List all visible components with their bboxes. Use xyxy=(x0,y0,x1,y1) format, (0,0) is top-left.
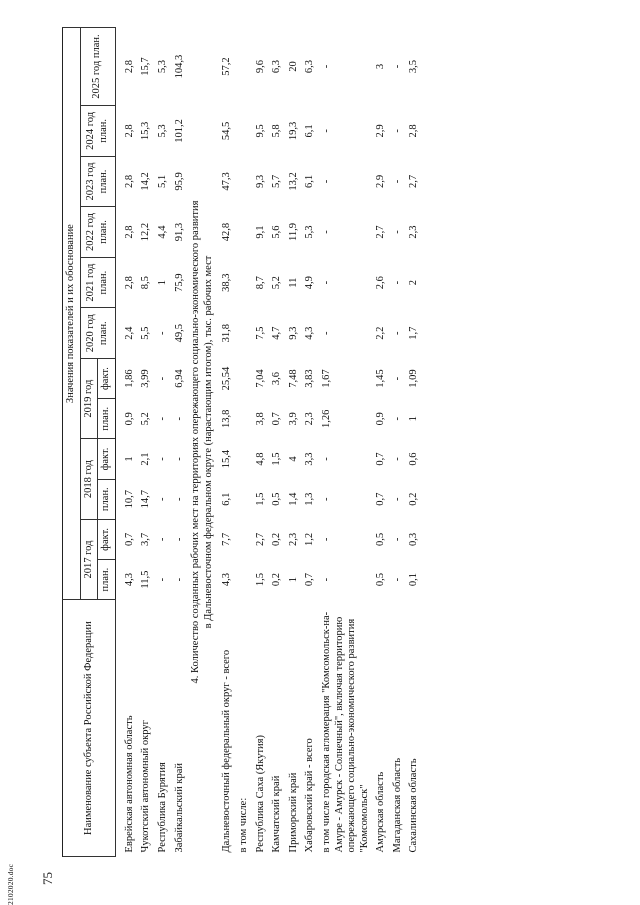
section-title-line2: в Дальневосточном федеральном округе (нарастающим итогом), тыс. рабочих мест xyxy=(202,255,214,629)
row-value-cell: 5,5 xyxy=(140,326,152,340)
row-value-cell xyxy=(236,358,253,398)
row-value-cell: 2,2 xyxy=(375,326,387,340)
row-value-cell: 1,2 xyxy=(304,532,316,546)
row-value-cell: 5,3 xyxy=(156,59,168,74)
row-value-cell xyxy=(236,399,253,439)
row-value-cell: 0,7 xyxy=(375,452,387,466)
row-value-cell: 0,5 xyxy=(375,573,387,587)
row-value-cell: 0,9 xyxy=(123,412,135,426)
row-value-cell: 0,5 xyxy=(375,532,387,546)
table-row xyxy=(253,28,270,857)
row-value-cell: - xyxy=(320,230,332,234)
row-value-cell: 6,1 xyxy=(304,124,316,138)
row-value-cell: - xyxy=(320,179,332,184)
table-row xyxy=(406,28,423,857)
header-year-2025: 2025 год план. xyxy=(80,28,115,106)
row-value-cell: 9,3 xyxy=(287,326,299,340)
row-value-cell: - xyxy=(391,230,403,234)
row-value-cell: 5,3 xyxy=(156,124,168,138)
row-value-cell: 1,86 xyxy=(123,369,135,388)
row-value-cell: - xyxy=(173,537,185,542)
row-value-cell xyxy=(236,308,253,359)
row-value-cell: 2,8 xyxy=(123,59,135,74)
row-value-cell: 3,99 xyxy=(140,369,152,388)
row-value-cell: 1,4 xyxy=(287,492,299,506)
row-value-cell: 1 xyxy=(156,280,168,286)
row-value-cell: 5,2 xyxy=(271,276,283,290)
row-value-cell: 9,3 xyxy=(254,174,266,189)
row-value-cell: 2,8 xyxy=(123,276,135,290)
row-value-cell: 0,2 xyxy=(271,532,283,546)
row-value-cell: 4,7 xyxy=(271,326,283,340)
row-value-cell: - xyxy=(156,331,168,335)
row-value-cell: - xyxy=(391,417,403,421)
table-row xyxy=(269,28,286,857)
header-year-2023: 2023 год план. xyxy=(80,156,115,207)
row-value-cell: - xyxy=(391,280,403,285)
row-value-cell: 7,48 xyxy=(287,369,299,388)
section-title-row xyxy=(188,28,219,857)
row-value-cell: 2,8 xyxy=(123,174,135,189)
row-value-cell: - xyxy=(156,417,168,421)
row-value-cell: 2,3 xyxy=(287,532,299,546)
row-value-cell: 0,6 xyxy=(408,452,420,466)
row-value-cell: - xyxy=(391,376,403,381)
row-value-cell: 4,8 xyxy=(254,452,266,466)
row-subject-name: Хабаровский край - всего xyxy=(304,738,316,853)
row-value-cell: 6,1 xyxy=(221,492,233,506)
row-value-cell: 4,3 xyxy=(221,573,233,587)
row-value-cell: 4 xyxy=(287,456,299,462)
row-value-cell: 25,54 xyxy=(221,366,233,391)
row-value-cell: 1,7 xyxy=(408,326,420,340)
header-year-2017: 2017 год xyxy=(80,519,98,599)
row-subject-name: Чукотский автономный округ xyxy=(140,720,152,853)
row-value-cell: - xyxy=(320,577,332,582)
row-value-cell: 2,4 xyxy=(123,326,135,340)
row-value-cell: - xyxy=(173,417,185,421)
row-value-cell xyxy=(236,156,253,207)
row-value-cell: 3,7 xyxy=(140,532,152,546)
footer-code: 2102020.doc xyxy=(6,863,15,905)
row-value-cell: 11,5 xyxy=(140,570,152,589)
row-value-cell: - xyxy=(156,457,168,461)
row-value-cell: - xyxy=(173,577,185,582)
table-row xyxy=(373,28,390,857)
row-value-cell: 3,5 xyxy=(408,59,420,74)
row-value-cell: 2,9 xyxy=(375,174,387,189)
row-value-cell: 9,6 xyxy=(254,59,266,74)
table-body xyxy=(115,28,423,857)
row-value-cell: 1,09 xyxy=(408,369,420,388)
row-value-cell: - xyxy=(391,537,403,542)
section-title xyxy=(188,28,219,857)
table-row xyxy=(219,28,236,857)
row-subject-name: в том числе городская агломерация "Комсомольск-на-Амуре - Амурск - Солнечный", включая территорию опережающего социально-экономического развития "Комсомольск" xyxy=(320,611,370,853)
row-value-cell: - xyxy=(391,497,403,501)
header-year-2024: 2024 год план. xyxy=(80,106,115,157)
row-value-cell: 5,1 xyxy=(156,174,168,189)
row-value-cell: 75,9 xyxy=(173,273,185,292)
row-value-cell: 2,7 xyxy=(375,225,387,239)
row-value-cell xyxy=(236,28,253,106)
row-value-cell: - xyxy=(320,537,332,542)
header-subject-name: Наименование субъекта Российской Федерации xyxy=(63,600,116,857)
table-row xyxy=(390,28,407,857)
row-value-cell: 0,7 xyxy=(123,532,135,546)
row-value-cell: 7,5 xyxy=(254,326,266,340)
row-value-cell: 1,45 xyxy=(375,369,387,388)
row-value-cell: 2 xyxy=(408,280,420,286)
row-value-cell: 15,7 xyxy=(140,57,152,76)
row-value-cell: 9,1 xyxy=(254,225,266,239)
row-subject-name: Забайкальский край xyxy=(173,762,185,853)
row-value-cell: 3,3 xyxy=(304,452,316,466)
row-value-cell xyxy=(236,560,253,600)
header-2017-plan: план. xyxy=(98,560,116,600)
row-value-cell: 38,3 xyxy=(221,273,233,292)
row-value-cell: 1,67 xyxy=(320,369,332,388)
header-group-label: Значения показателей и их обоснование xyxy=(63,28,81,600)
row-value-cell: 1 xyxy=(287,576,299,583)
row-value-cell: 4,3 xyxy=(304,326,316,340)
row-value-cell: - xyxy=(320,457,332,461)
header-year-2018: 2018 год xyxy=(80,439,98,519)
row-value-cell: - xyxy=(156,376,168,381)
table-row xyxy=(236,28,253,857)
row-value-cell: - xyxy=(320,280,332,285)
row-value-cell xyxy=(236,479,253,519)
table-header xyxy=(63,28,116,857)
row-value-cell: 5,2 xyxy=(140,412,152,426)
table-row xyxy=(319,28,373,857)
row-value-cell: 2,7 xyxy=(408,174,420,189)
header-2018-fact: факт. xyxy=(98,439,116,479)
row-value-cell xyxy=(236,519,253,559)
row-value-cell: 14,2 xyxy=(140,172,152,191)
row-value-cell: 14,7 xyxy=(140,490,152,509)
row-subject-name: в том числе: xyxy=(237,797,249,853)
row-value-cell: 2,7 xyxy=(254,532,266,546)
row-value-cell: 42,8 xyxy=(221,222,233,242)
row-value-cell: - xyxy=(391,457,403,461)
row-value-cell: 5,8 xyxy=(271,124,283,138)
row-value-cell: 0,7 xyxy=(375,492,387,506)
row-value-cell: 3,8 xyxy=(254,412,266,426)
row-value-cell: 2,3 xyxy=(304,412,316,426)
header-2019-fact: факт. xyxy=(98,358,116,398)
row-subject-name: Республика Бурятия xyxy=(156,762,168,853)
row-value-cell: 5,7 xyxy=(271,174,283,189)
row-value-cell: 13,2 xyxy=(287,172,299,191)
row-value-cell: - xyxy=(156,577,168,582)
table-row xyxy=(302,28,319,857)
row-value-cell xyxy=(236,207,253,258)
table-row xyxy=(122,28,139,857)
table-row xyxy=(286,28,303,857)
row-value-cell: 8,7 xyxy=(254,276,266,290)
row-value-cell: - xyxy=(320,331,332,335)
header-year-2019: 2019 год xyxy=(80,358,98,438)
row-value-cell: 0,1 xyxy=(408,573,420,587)
row-value-cell: - xyxy=(320,64,332,69)
header-2019-plan: план. xyxy=(98,399,116,439)
row-value-cell: 1,5 xyxy=(271,452,283,466)
row-value-cell: 49,5 xyxy=(173,324,185,343)
row-value-cell: 4,3 xyxy=(123,573,135,587)
row-value-cell: 54,5 xyxy=(221,121,233,141)
row-subject-name: Республика Саха (Якутия) xyxy=(254,735,266,853)
row-value-cell: - xyxy=(391,179,403,184)
row-value-cell: 13,8 xyxy=(221,409,233,428)
header-year-2020: 2020 год план. xyxy=(80,308,115,359)
row-value-cell: 8,5 xyxy=(140,276,152,290)
header-year-2022: 2022 год план. xyxy=(80,207,115,258)
section-title-line1: 4. Количество созданных рабочих мест на территориях опережающего социально-экономического развития xyxy=(190,200,202,684)
row-value-cell: 47,3 xyxy=(221,172,233,191)
row-value-cell: - xyxy=(156,537,168,542)
table-row xyxy=(138,28,155,857)
header-2018-plan: план. xyxy=(98,479,116,519)
table-row xyxy=(172,28,189,857)
row-value-cell: - xyxy=(173,497,185,501)
row-subject-name: Приморский край xyxy=(287,772,299,853)
row-subject-name: Амурская область xyxy=(375,771,387,853)
row-subject-name: Сахалинская область xyxy=(408,758,420,853)
indicators-table xyxy=(62,27,423,857)
row-value-cell: 4,9 xyxy=(304,276,316,290)
row-value-cell: 20 xyxy=(287,61,299,72)
row-value-cell: 0,2 xyxy=(271,573,283,587)
row-value-cell: - xyxy=(391,331,403,335)
row-value-cell: 10,7 xyxy=(123,490,135,509)
row-value-cell: 0,2 xyxy=(408,492,420,506)
row-value-cell: 0,5 xyxy=(271,492,283,506)
row-value-cell: 3 xyxy=(375,63,387,70)
row-value-cell: 2,8 xyxy=(123,225,135,239)
row-value-cell: 1,3 xyxy=(304,492,316,506)
page-number: 75 xyxy=(40,872,55,885)
row-subject-name: Еврейская автономная область xyxy=(123,715,135,853)
row-value-cell: - xyxy=(173,457,185,461)
row-value-cell xyxy=(236,106,253,157)
row-value-cell: 2,8 xyxy=(123,124,135,138)
row-subject-name: Камчатский край xyxy=(271,775,283,853)
row-value-cell: 31,8 xyxy=(221,324,233,343)
row-value-cell: 5,3 xyxy=(304,225,316,239)
row-value-cell: - xyxy=(391,129,403,133)
table-row xyxy=(155,28,172,857)
row-value-cell: 6,3 xyxy=(271,59,283,74)
row-value-cell: 91,3 xyxy=(173,222,185,242)
row-value-cell: - xyxy=(320,497,332,501)
row-value-cell: 5,6 xyxy=(271,225,283,239)
row-value-cell: 3,83 xyxy=(304,369,316,388)
row-value-cell: 19,3 xyxy=(287,121,299,141)
row-value-cell: 7,04 xyxy=(254,369,266,388)
row-value-cell: 104,3 xyxy=(173,54,185,79)
row-value-cell: 1 xyxy=(123,456,135,462)
row-value-cell: 9,5 xyxy=(254,124,266,138)
row-value-cell: - xyxy=(391,64,403,69)
row-value-cell: 2,1 xyxy=(140,452,152,466)
row-value-cell: 4,4 xyxy=(156,225,168,239)
row-value-cell: 0,9 xyxy=(375,412,387,426)
row-value-cell: 6,94 xyxy=(173,369,185,388)
row-value-cell: 11 xyxy=(287,277,299,288)
row-value-cell: 0,7 xyxy=(304,573,316,587)
row-subject-name: Магаданская область xyxy=(391,757,403,853)
row-value-cell xyxy=(236,439,253,479)
row-value-cell: 101,2 xyxy=(173,119,185,143)
row-value-cell: - xyxy=(391,577,403,582)
row-value-cell: - xyxy=(156,497,168,501)
row-value-cell: 3,9 xyxy=(287,412,299,426)
header-2017-fact: факт. xyxy=(98,519,116,559)
row-value-cell: 3,6 xyxy=(271,372,283,386)
row-value-cell: 2,3 xyxy=(408,225,420,239)
row-value-cell: 2,6 xyxy=(375,276,387,290)
row-value-cell: 6,3 xyxy=(304,59,316,74)
row-value-cell: 1,26 xyxy=(320,409,332,428)
row-value-cell: 6,1 xyxy=(304,174,316,189)
row-value-cell: 2,9 xyxy=(375,124,387,138)
row-value-cell: 2,8 xyxy=(408,124,420,138)
row-value-cell: 1,5 xyxy=(254,492,266,506)
header-year-2021: 2021 год план. xyxy=(80,257,115,308)
row-value-cell: 95,9 xyxy=(173,172,185,191)
row-value-cell: 0,7 xyxy=(271,412,283,426)
row-value-cell: 12,2 xyxy=(140,222,152,242)
row-value-cell: 7,7 xyxy=(221,532,233,546)
row-value-cell: 1 xyxy=(408,416,420,422)
row-value-cell: 1,5 xyxy=(254,573,266,587)
row-value-cell: 15,4 xyxy=(221,449,233,469)
row-value-cell xyxy=(236,257,253,308)
row-value-cell: - xyxy=(320,129,332,133)
row-value-cell: 11,9 xyxy=(287,223,299,242)
row-value-cell: 0,3 xyxy=(408,532,420,546)
row-value-cell: 15,3 xyxy=(140,121,152,141)
row-subject-name: Дальневосточный федеральный округ - всего xyxy=(221,649,233,853)
row-value-cell: 57,2 xyxy=(221,57,233,76)
